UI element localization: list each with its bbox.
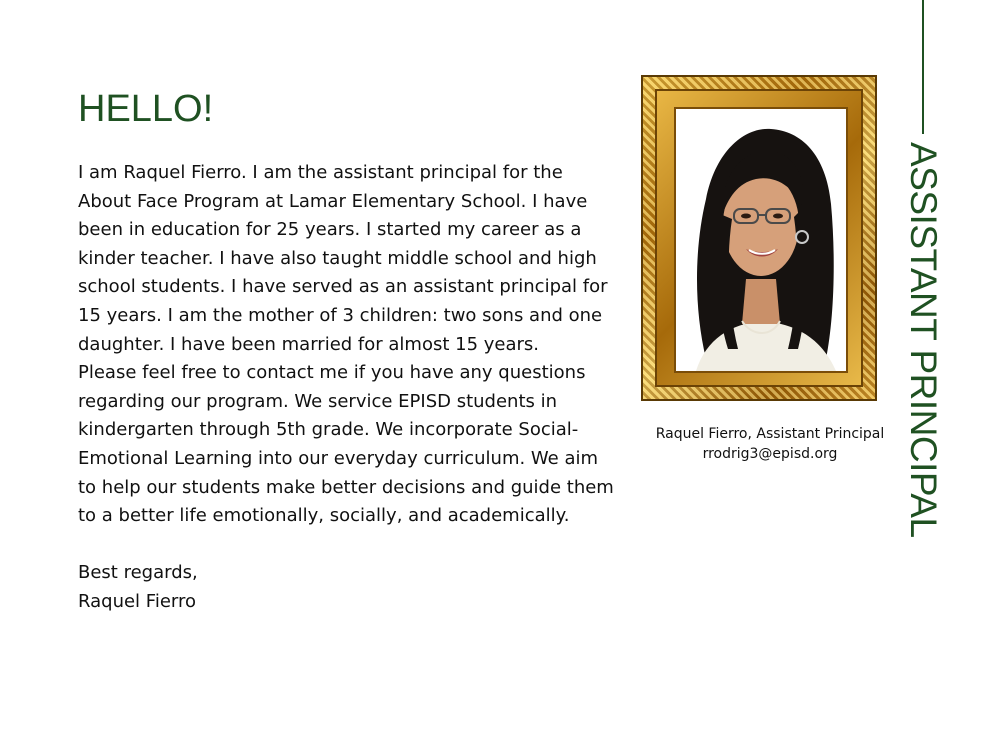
letter-line: I am Raquel Fierro. I am the assistant principal for the [78,162,563,183]
letter-line: to help our students make better decisions and guide them [78,476,614,498]
portrait-frame [641,75,877,401]
vertical-title [893,142,953,538]
letter-line: school students. I have served as an assistant principal for [78,276,608,298]
letter-line: 15 years. I am the mother of 3 children: two sons and one [78,304,603,326]
letter-line: kinder teacher. I have also taught middle school and high [78,247,597,269]
letter-signature: Raquel Fierro [78,590,196,612]
letter-closing: Best regards, [78,562,198,584]
letter-line: daughter. I have been married for almost 15 years. [78,333,540,355]
letter-line: Emotional Learning into our everyday curriculum. We aim [78,447,599,469]
letter-line: Please feel free to contact me if you have any questions [78,362,586,384]
letter-line: been in education for 25 years. I started my career as a [78,219,582,241]
vertical-divider-line [922,0,924,134]
vertical-title-text: ASSISTANT PRINCIPAL [903,142,944,538]
portrait-photo [674,107,848,373]
letter-line: About Face Program at Lamar Elementary School. I have [78,190,588,212]
portrait-illustration [676,109,846,371]
letter-line: kindergarten through 5th grade. We incorporate Social- [78,419,579,441]
letter-body [78,159,638,617]
caption-name: Raquel Fierro, Assistant Principal [655,426,885,442]
letter-line: to a better life emotionally, socially, and academically. [78,505,570,527]
caption-email: rrodrig3@episd.org [702,446,838,462]
portrait-caption [641,424,899,464]
paragraph-gap [78,531,638,560]
greeting-heading: HELLO! [78,88,214,130]
letter-line: regarding our program. We service EPISD students in [78,390,558,412]
